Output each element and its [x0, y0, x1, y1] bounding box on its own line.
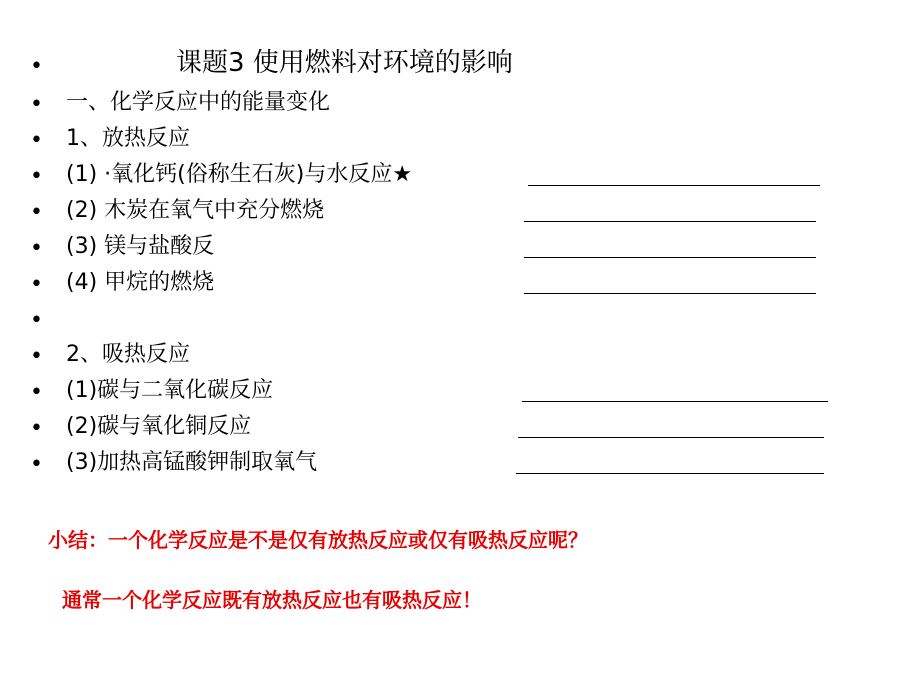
summary-answer: 通常一个化学反应既有放热反应也有吸热反应！	[62, 588, 482, 612]
bullet: •	[30, 236, 43, 261]
list-item: (3) 镁与盐酸反	[66, 234, 215, 259]
bullet: •	[30, 344, 43, 369]
bullet: •	[30, 272, 43, 297]
bullet: •	[30, 380, 43, 405]
summary-question: 小结：一个化学反应是不是仅有放热反应或仅有吸热反应呢？	[48, 528, 588, 552]
list-item: (3)加热高锰酸钾制取氧气	[66, 450, 318, 475]
subheading-exothermic: 1、放热反应	[66, 126, 190, 151]
bullet: •	[30, 200, 43, 225]
bullet: •	[30, 92, 43, 117]
list-item: (1)碳与二氧化碳反应	[66, 378, 274, 403]
list-item: (1) ·氧化钙(俗称生石灰)与水反应★	[66, 162, 413, 187]
bullet: •	[30, 452, 43, 477]
bullet: •	[30, 164, 43, 189]
answer-blank	[524, 221, 816, 222]
bullet: •	[30, 128, 43, 153]
page-title: 课题3 使用燃料对环境的影响	[176, 48, 513, 78]
bullet: •	[30, 308, 43, 333]
answer-blank	[518, 437, 824, 438]
bullet: •	[30, 54, 43, 79]
answer-blank	[516, 473, 824, 474]
section-heading-energy: 一、化学反应中的能量变化	[66, 90, 331, 115]
subheading-endothermic: 2、吸热反应	[66, 342, 190, 367]
answer-blank	[524, 293, 816, 294]
answer-blank	[528, 185, 820, 186]
answer-blank	[522, 401, 828, 402]
list-item: (2)碳与氧化铜反应	[66, 414, 252, 439]
bullet: •	[30, 416, 43, 441]
list-item: (4) 甲烷的燃烧	[66, 270, 215, 295]
answer-blank	[524, 257, 816, 258]
list-item: (2) 木炭在氧气中充分燃烧	[66, 198, 325, 223]
